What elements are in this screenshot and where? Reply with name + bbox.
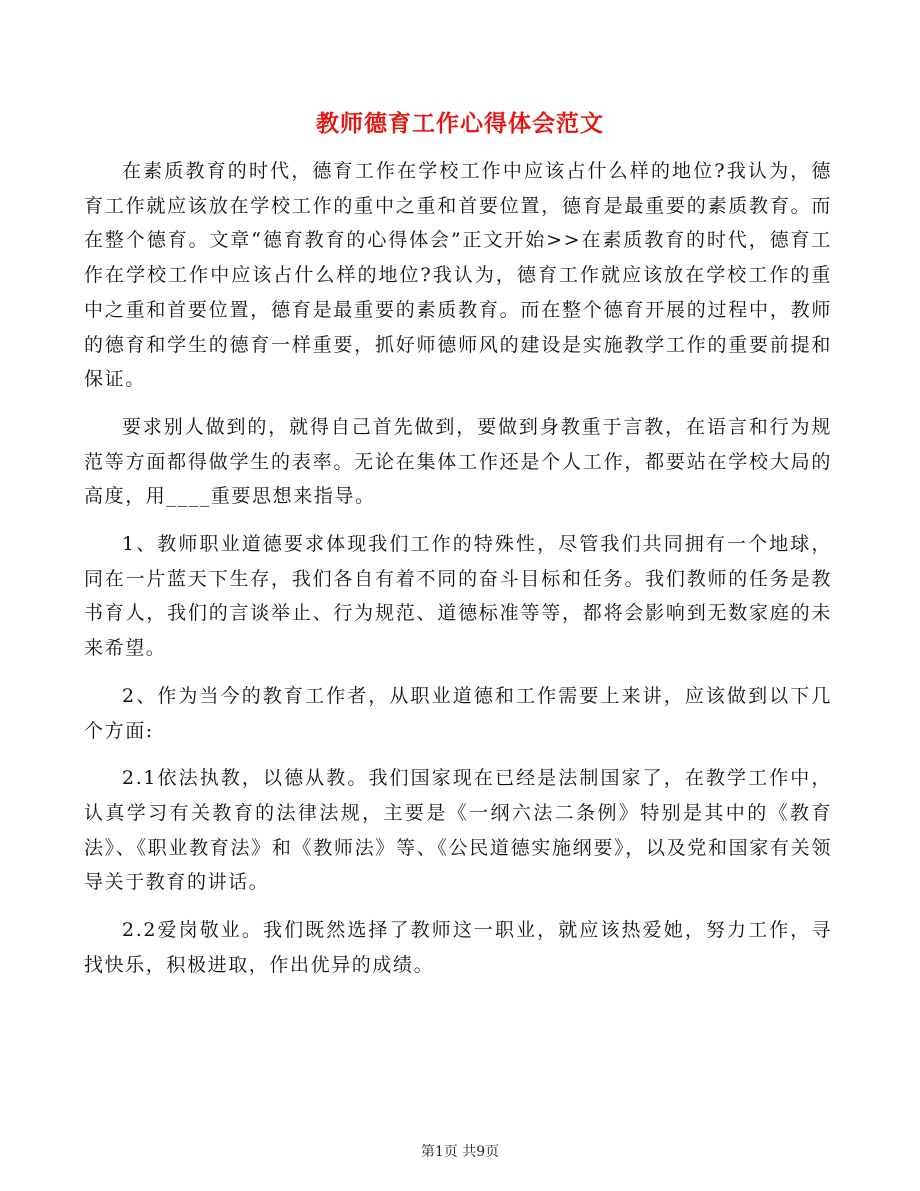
- page-number-footer: [0, 1142, 920, 1162]
- paragraph: 2.1依法执教，以德从教。我们国家现在已经是法制国家了，在教学工作中，认真学习有关教育的法律法规，主要是《一纲六法二条例》特别是其中的《教育法》、《职业教育法》和《教师法》等、《公民道德实施纲要》，以及党和国家有关领导关于教育的讲话。: [84, 767, 832, 894]
- document-title: 教师德育工作心得体会范文: [316, 110, 604, 137]
- paragraph: 2.2爱岗敬业。我们既然选择了教师这一职业，就应该热爱她，努力工作，寻找快乐，积极进取，作出优异的成绩。: [84, 919, 832, 976]
- paragraph: 2、作为当今的教育工作者，从职业道德和工作需要上来讲，应该做到以下几个方面:: [84, 684, 832, 742]
- document-body: [84, 154, 832, 995]
- paragraph: 在素质教育的时代，德育工作在学校工作中应该占什么样的地位?我认为，德育工作就应该放在学校工作的重中之重和首要位置，德育是最重要的素质教育。而在整个德育。文章“德育教育的心得体会”正文开始>>在素质教育的时代，德育工作在学校工作中应该占什么样的地位?我认为，德育工作就应该放在学校工作的重中之重和首要位置，德育是最重要的素质教育。而在整个德育开展的过程中，教师的德育和学生的德育一样重要，抓好师德师风的建设是实施教学工作的重要前提和保证。: [84, 160, 832, 391]
- paragraph: 要求别人做到的，就得自己首先做到，要做到身教重于言教，在语言和行为规范等方面都得做学生的表率。无论在集体工作还是个人工作，都要站在学校大局的高度，用____重要思想来指导。: [84, 415, 832, 508]
- paragraph: 1、教师职业道德要求体现我们工作的特殊性，尽管我们共同拥有一个地球，同在一片蓝天下生存，我们各自有着不同的奋斗目标和任务。我们教师的任务是教书育人，我们的言谈举止、行为规范、道德标准等等，都将会影响到无数家庭的未来希望。: [84, 533, 832, 660]
- page-number-label: 第1页 共9页: [420, 1144, 500, 1160]
